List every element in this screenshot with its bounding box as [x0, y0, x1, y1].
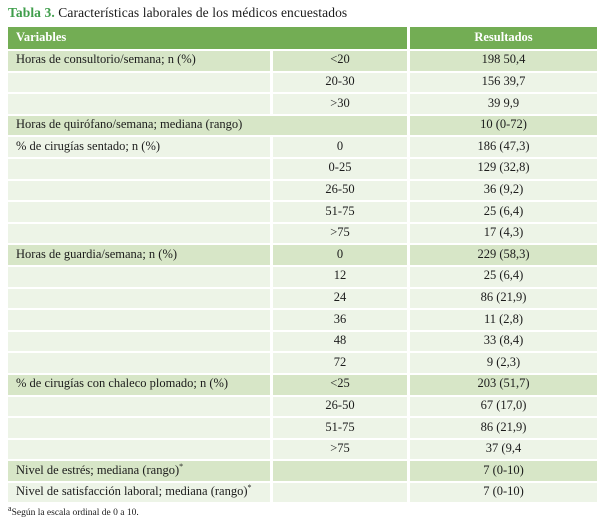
variable-cell — [8, 418, 270, 440]
variable-cell: Horas de guardia/semana; n (%) — [8, 245, 270, 267]
result-cell: 17 (4,3) — [407, 224, 597, 246]
table-title-label: Tabla 3. — [8, 5, 55, 20]
variable-cell: % de cirugías con chaleco plomado; n (%) — [8, 375, 270, 397]
category-cell: 51-75 — [270, 202, 407, 224]
result-cell: 67 (17,0) — [407, 397, 597, 419]
variable-cell — [8, 73, 270, 95]
result-cell: 36 (9,2) — [407, 181, 597, 203]
result-cell: 9 (2,3) — [407, 353, 597, 375]
variable-cell — [8, 202, 270, 224]
category-cell: >75 — [270, 440, 407, 462]
variable-cell: Nivel de estrés; mediana (rango)* — [8, 461, 270, 483]
variable-cell — [8, 181, 270, 203]
table-row — [8, 375, 597, 397]
category-cell: 0-25 — [270, 159, 407, 181]
result-cell: 39 9,9 — [407, 94, 597, 116]
table-row — [8, 51, 597, 73]
category-cell: >30 — [270, 94, 407, 116]
variable-cell — [8, 440, 270, 462]
variable-cell — [8, 224, 270, 246]
result-cell: 86 (21,9) — [407, 289, 597, 311]
category-cell: 26-50 — [270, 181, 407, 203]
table-row — [8, 289, 597, 311]
category-cell — [270, 461, 407, 483]
variable-cell — [8, 159, 270, 181]
table-row — [8, 245, 597, 267]
table-row — [8, 332, 597, 354]
category-cell: 12 — [270, 267, 407, 289]
category-cell: 20-30 — [270, 73, 407, 95]
variable-cell — [8, 267, 270, 289]
result-cell: 156 39,7 — [407, 73, 597, 95]
result-cell: 25 (6,4) — [407, 202, 597, 224]
category-cell: 72 — [270, 353, 407, 375]
table-row — [8, 73, 597, 95]
result-cell: 86 (21,9) — [407, 418, 597, 440]
footnote-reference: * — [247, 483, 252, 493]
table-body — [8, 51, 597, 504]
result-cell: 7 (0-10) — [407, 461, 597, 483]
result-cell: 33 (8,4) — [407, 332, 597, 354]
characteristics-table — [8, 27, 597, 504]
table-title-text: Características laborales de los médicos encuestados — [54, 5, 348, 20]
footnote-text: Según la escala ordinal de 0 a 10. — [11, 508, 139, 518]
result-cell: 11 (2,8) — [407, 310, 597, 332]
variable-cell — [8, 353, 270, 375]
table-row — [8, 353, 597, 375]
table-row — [8, 418, 597, 440]
result-cell: 7 (0-10) — [407, 483, 597, 505]
table-row — [8, 94, 597, 116]
table-row — [8, 267, 597, 289]
table-row — [8, 461, 597, 483]
result-cell: 129 (32,8) — [407, 159, 597, 181]
variable-cell — [8, 94, 270, 116]
footnote-reference: * — [179, 461, 184, 471]
result-cell: 186 (47,3) — [407, 137, 597, 159]
category-cell: 24 — [270, 289, 407, 311]
result-cell: 37 (9,4 — [407, 440, 597, 462]
variable-cell: Horas de quirófano/semana; mediana (rango) — [8, 116, 407, 138]
table-row — [8, 310, 597, 332]
table-row — [8, 202, 597, 224]
table-row — [8, 397, 597, 419]
category-cell: <20 — [270, 51, 407, 73]
result-cell: 10 (0-72) — [407, 116, 597, 138]
variable-cell: % de cirugías sentado; n (%) — [8, 137, 270, 159]
result-cell: 198 50,4 — [407, 51, 597, 73]
category-cell: 48 — [270, 332, 407, 354]
table-row — [8, 224, 597, 246]
category-cell: 26-50 — [270, 397, 407, 419]
footnote — [8, 504, 597, 518]
variables-column-header: Variables — [8, 27, 407, 51]
table-row — [8, 137, 597, 159]
result-cell: 203 (51,7) — [407, 375, 597, 397]
table-header-row — [8, 27, 597, 51]
table-row — [8, 440, 597, 462]
category-cell: >75 — [270, 224, 407, 246]
category-cell: 0 — [270, 245, 407, 267]
footnote-marker: a — [8, 504, 12, 514]
table-title — [8, 3, 597, 27]
variable-cell — [8, 289, 270, 311]
variable-cell — [8, 332, 270, 354]
table-row — [8, 483, 597, 505]
category-cell: <25 — [270, 375, 407, 397]
variable-cell: Horas de consultorio/semana; n (%) — [8, 51, 270, 73]
variable-cell — [8, 310, 270, 332]
variable-cell: Nivel de satisfacción laboral; mediana (rango)* — [8, 483, 270, 505]
table-row — [8, 181, 597, 203]
table-row — [8, 116, 597, 138]
category-cell — [270, 483, 407, 505]
results-column-header: Resultados — [407, 27, 597, 51]
category-cell: 51-75 — [270, 418, 407, 440]
result-cell: 25 (6,4) — [407, 267, 597, 289]
category-cell: 36 — [270, 310, 407, 332]
result-cell: 229 (58,3) — [407, 245, 597, 267]
variable-cell — [8, 397, 270, 419]
category-cell: 0 — [270, 137, 407, 159]
table-row — [8, 159, 597, 181]
